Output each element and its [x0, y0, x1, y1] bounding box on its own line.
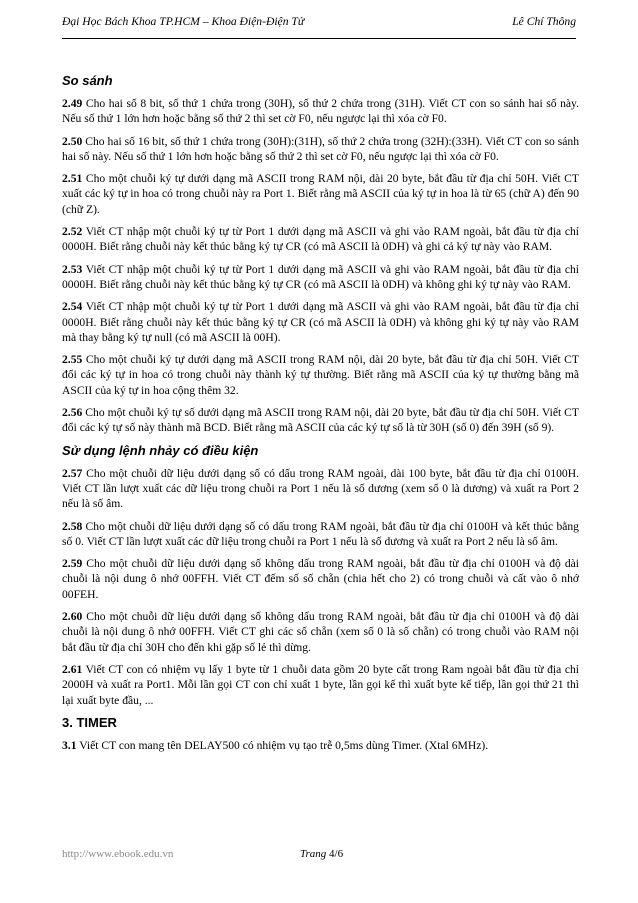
- exercise-2-49: [62, 96, 579, 127]
- exercise-number: 2.55: [62, 353, 83, 367]
- exercise-text: Viết CT con mang tên DELAY500 có nhiệm vụ tạo trễ 0,5ms dùng Timer. (Xtal 6MHz).: [79, 738, 489, 752]
- exercise-text: Viết CT nhập một chuỗi ký tự từ Port 1 dưới dạng mã ASCII và ghi vào RAM ngoài, bắt đầu từ địa chỉ 0000H. Biết rằng chuỗi này kết thúc bằng ký tự CR (có mã ASCII là 0DH) và không ghi ký tự này vào RAM mà thay bằng ký tự null (có mã ASCII là 00H).: [62, 300, 579, 344]
- exercise-2-61: [62, 662, 579, 708]
- exercise-2-53: [62, 262, 579, 293]
- header-institution: Đại Học Bách Khoa TP.HCM – Khoa Điện-Điện Tử: [62, 15, 305, 28]
- exercise-2-56: [62, 405, 579, 436]
- exercise-2-50: [62, 134, 579, 165]
- exercise-number: 2.58: [62, 519, 83, 533]
- exercise-2-51: [62, 171, 579, 217]
- header-author: Lê Chí Thông: [512, 15, 576, 28]
- exercise-number: 2.57: [62, 466, 83, 480]
- exercise-2-55: [62, 352, 579, 398]
- exercise-number: 2.51: [62, 172, 83, 186]
- exercise-text: Cho một chuỗi ký tự dưới dạng mã ASCII trong RAM nội, dài 20 byte, bắt đầu từ địa chỉ 50H. Viết CT xuất các ký tự in hoa có trong chuỗi này ra Port 1. Biết rằng mã ASCII của ký tự in hoa là từ 65 (chữ A) đến 90 (chữ Z).: [62, 172, 579, 216]
- exercise-text: Viết CT con có nhiệm vụ lấy 1 byte từ 1 chuỗi data gồm 20 byte cất trong Ram ngoài bắt đầu từ địa chỉ 2000H và xuất ra Port1. Mỗi lần gọi CT con chỉ xuất 1 byte, lần gọi kế thì xuất byte kế tiếp, lần gọi thứ 21 thì lại xuất byte đầu, ...: [62, 662, 579, 707]
- exercise-number: 2.50: [62, 134, 83, 148]
- exercise-3-1: [62, 738, 579, 753]
- header-divider: [62, 38, 576, 39]
- exercise-number: 3.1: [62, 738, 77, 752]
- exercise-2-60: [62, 609, 579, 655]
- exercise-text: Cho một chuỗi dữ liệu dưới dạng số có dấu trong RAM ngoài, dài 100 byte, bắt đầu từ địa chỉ 0100H. Viết CT lần lượt xuất các dữ liệu trong chuỗi ra Port 1 nếu là số dương (xem số 0 là dương) và xuất ra Port 2 nếu là số âm.: [62, 466, 579, 511]
- exercise-number: 2.49: [62, 97, 83, 110]
- exercise-number: 2.56: [62, 406, 83, 420]
- exercise-2-52: [62, 224, 579, 255]
- exercise-number: 2.53: [62, 262, 83, 276]
- section-title-so-sanh: So sánh: [62, 73, 113, 88]
- exercise-text: Viết CT nhập một chuỗi ký tự từ Port 1 dưới dạng mã ASCII và ghi vào RAM ngoài, bắt đầu từ địa chỉ 0000H. Biết rằng chuỗi này kết thúc bằng ký tự CR (có mã ASCII là 0DH) và ghi cả ký tự này vào RAM.: [62, 225, 579, 254]
- section-title-conditional-jump: Sử dụng lệnh nhảy có điều kiện: [62, 442, 259, 458]
- exercise-2-57: [62, 466, 579, 512]
- exercise-number: 2.52: [62, 225, 83, 239]
- exercise-text: Cho hai số 16 bit, số thứ 1 chứa trong (30H):(31H), số thứ 2 chứa trong (32H):(33H). Viết CT con so sánh hai số này. Nếu số thứ 1 lớn hơn hoặc bằng số thứ 2 thì set cờ F0, nếu ngược lại thì xóa cờ F0.: [62, 134, 579, 163]
- footer-page-label: Trang: [300, 848, 327, 860]
- footer-page-indicator: [300, 848, 343, 860]
- exercise-number: 2.59: [62, 557, 83, 571]
- exercise-text: Cho một chuỗi ký tự số dưới dạng mã ASCII trong RAM nội, dài 20 byte, bắt đầu từ địa chỉ 50H. Viết CT đổi các ký tự số này thành mã BCD. Biết rằng mã ASCII của các ký tự số là từ 30H (số 0) đến 39H (số 9).: [62, 406, 579, 435]
- section-title-timer: 3. TIMER: [62, 714, 117, 730]
- exercise-text: Cho hai số 8 bit, số thứ 1 chứa trong (30H), số thứ 2 chứa trong (31H). Viết CT con so sánh hai số này. Nếu số thứ 1 lớn hơn hoặc bằng số thứ 2 thì set cờ F0, nếu ngược lại thì xóa cờ F0.: [62, 97, 579, 126]
- exercise-text: Cho một chuỗi dữ liệu dưới dạng số không dấu trong RAM ngoài, bắt đầu từ địa chỉ 0100H và độ dài chuỗi là nội dung ô nhớ 00FFH. Viết CT ghi các số chẵn (xem số 0 là số chẵn) có trong chuỗi vào RAM nội bắt đầu từ địa chỉ 30H cho đến khi gặp số lẻ thì dừng.: [62, 610, 579, 654]
- exercise-text: Viết CT nhập một chuỗi ký tự từ Port 1 dưới dạng mã ASCII và ghi vào RAM ngoài, bắt đầu từ địa chỉ 0000H. Biết rằng chuỗi này kết thúc bằng ký tự CR (có mã ASCII là 0DH) và không ghi ký tự này vào RAM.: [62, 262, 579, 291]
- exercise-2-59: [62, 556, 579, 602]
- exercise-number: 2.60: [62, 610, 83, 624]
- exercise-number: 2.61: [62, 662, 83, 676]
- exercise-text: Cho một chuỗi dữ liệu dưới dạng số có dấu trong RAM ngoài, bắt đầu từ địa chỉ 0100H và kết thúc bằng số 0. Viết CT lần lượt xuất các dữ liệu trong chuỗi ra Port 1 nếu là số dương và xuất ra Port 2 nếu là số âm.: [62, 519, 579, 548]
- footer-url[interactable]: http://www.ebook.edu.vn: [62, 848, 174, 860]
- exercise-2-54: [62, 299, 579, 345]
- page-content: [62, 73, 579, 760]
- exercise-text: Cho một chuỗi dữ liệu dưới dạng số không dấu trong RAM ngoài, bắt đầu từ địa chỉ 0100H và độ dài chuỗi là nội dung ô nhớ 00FFH. Viết CT đếm số số chẵn (chia hết cho 2) có trong chuỗi và cất vào ô nhớ 00FEH.: [62, 557, 579, 601]
- exercise-number: 2.54: [62, 300, 83, 314]
- page-header: [62, 15, 576, 33]
- exercise-text: Cho một chuỗi ký tự dưới dạng mã ASCII trong RAM nội, dài 20 byte, bắt đầu từ địa chỉ 50H. Viết CT đổi các ký tự in hoa có trong chuỗi này thành ký tự thường. Biết rằng mã ASCII của ký tự thường bằng mã ASCII của ký tự in hoa cộng thêm 32.: [62, 353, 579, 397]
- page-footer: [62, 848, 576, 864]
- exercise-2-58: [62, 519, 579, 550]
- footer-page-number: 4/6: [329, 848, 344, 860]
